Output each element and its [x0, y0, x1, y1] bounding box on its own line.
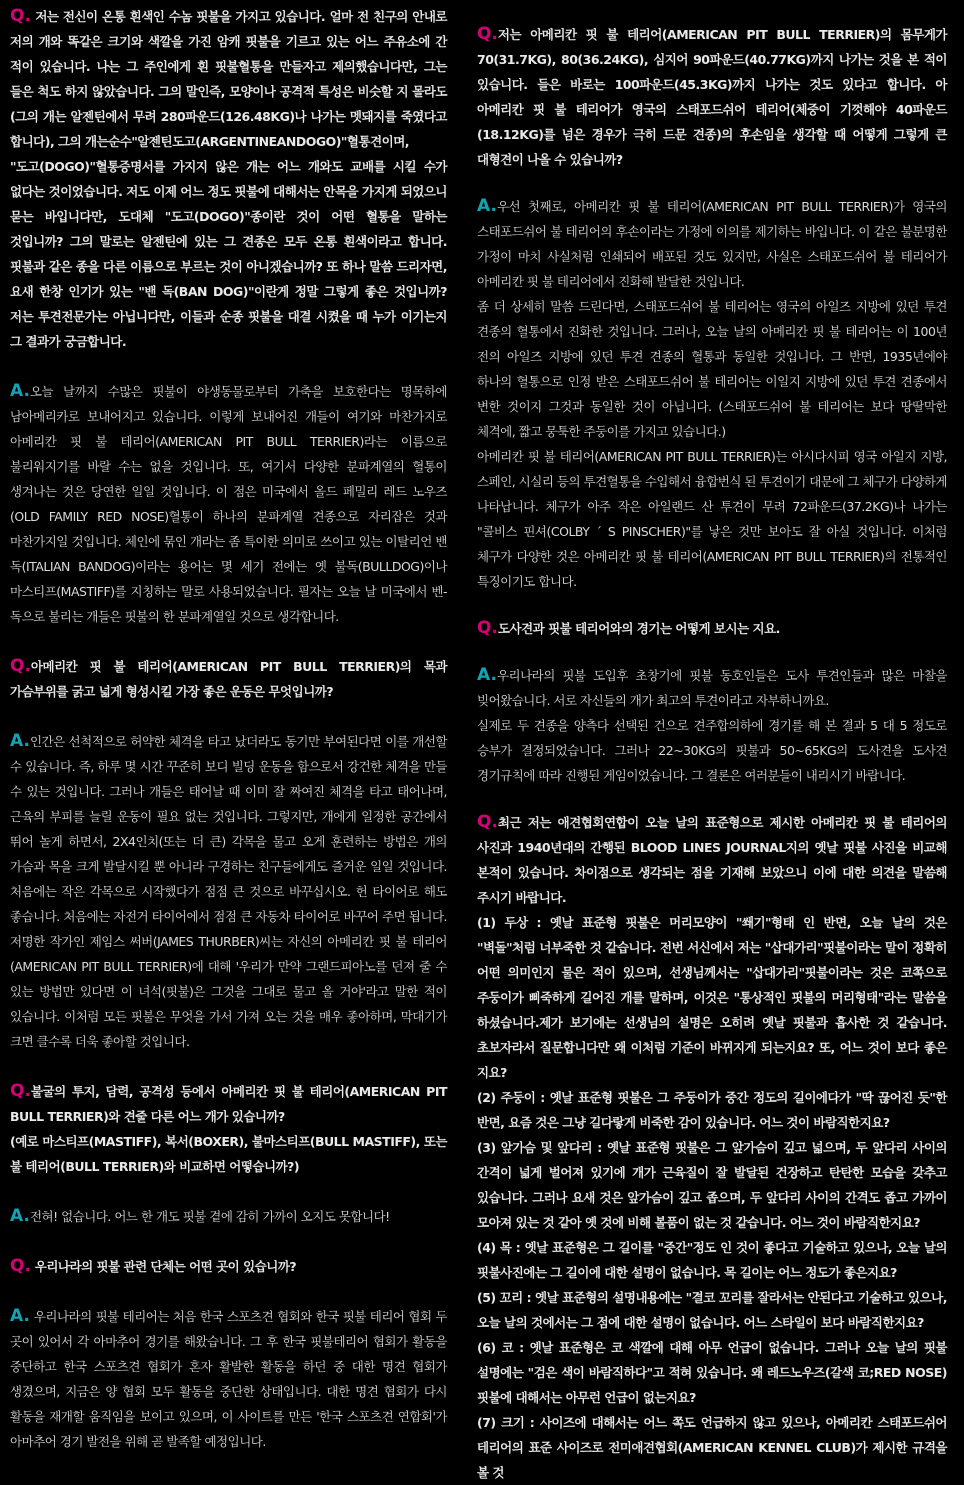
- list-item-muzzle: (2) 주둥이 : 옛날 표준형 핏불은 그 주둥이가 중간 정도의 길이에다가 "딱 끊어진 듯"한 반면, 요즘 것은 그냥 길다랗게 비죽한 감이 있습니다. 어느 것이 바람직한지요?: [477, 1090, 947, 1130]
- question-3: [10, 1079, 447, 1129]
- list-item-nose: (6) 코 : 옛날 표준형은 코 색깔에 대해 아무 언급이 없습니다. 그러나 오늘 날의 핏불 설명에는 "검은 색이 바람직하다"고 적혀 있습니다. 왜 레드노우즈(갈색 코;RED NOSE)핏불에 대해서는 아무런 언급이 없는지요?: [477, 1340, 947, 1405]
- list-item-size: (7) 크기 : 사이즈에 대해서는 어느 쪽도 언급하지 않고 있으나, 아메리칸 스태포드쉬어 테리어의 표준 사이즈로 전미애견협회(AMERICAN KENNEL CLUB)가 제시한 규격을 볼 것: [477, 1415, 947, 1480]
- answer-text: 우리나라의 핏불 도입후 초창기에 핏불 동호인들은 도사 투견인들과 많은 마찰을 빚어왔습니다. 서로 자신들의 개가 최고의 투견이라고 자부하니까요.: [477, 668, 947, 708]
- question-text: 우리나라의 핏불 관련 단체는 어떤 곳이 있습니까?: [34, 1259, 297, 1274]
- list-item-head: (1) 두상 : 옛날 표준형 핏불은 머리모양이 "쐐기"형태 인 반면, 오늘 날의 것은 "벽돌"처럼 너부죽한 것 같습니다. 전번 서신에서 저는 "삽대가리"핏불이라는 말이 정확히 어떤 의미인지 물은 적이 있으며, 선생님께서는 "삽대가리"핏불이라는 것은 코쪽으로 주둥이가 삐죽하게 길어진 개를 말하며, 이것은 "통상적인 핏불의 머리형태"라는 말씀을 하셨습니다.제가 보기에는 선생님의 설명은 오히려 옛날 핏불과 흡사한 것 같습니다. 초보자라서 질문합니다만 왜 이처럼 기준이 바뀌지게 되는지요? 또, 어느 것이 보다 좋은 지요?: [477, 915, 947, 1080]
- answer-text: 인간은 선척적으로 허약한 체격을 타고 났더라도 동기만 부여된다면 이를 개선할 수 있습니다. 즉, 하루 몇 시간 꾸준히 보디 빌딩 운동을 함으로서 강건한 체격을 만들 수 있는 것입니다. 그러나 개들은 태어날 때 이미 잘 짜여진 체격을 타고 태어나며, 근육의 부피를 늘릴 운동이 필요 없는 것입니다. 그렇지만, 개에게 일정한 공간에서 뛰어 놀게 하면서, 2X4인치(또는 더 큰) 각목을 물고 오게 훈련하는 방법은 개의 가슴과 목을 크게 발달시킬 뿐 아니라 구경하는 친구들에게도 즐거운 일일 것입니다. 처음에는 작은 각목으로 시작했다가 점점 큰 것으로 바꾸십시오. 헌 타이어로 해도 좋습니다. 처음에는 자전거 타이어에서 점점 큰 자동차 타이어로 바꾸어 주면 됩니다. 저명한 작가인 제임스 써버(JAMES THURBER)씨는 자신의 아메리칸 핏 불 테리어(AMERICAN PIT BULL TERRIER)에 대해 '우리가 만약 그랜드피아노를 던져 줄 수 있는 방법만 있다면 이 녀석(핏불)은 그것을 그대로 물고 올 거야'라고 말한 적이 있습니다. 이처럼 모든 핏불은 무엇을 가서 가져 오는 것을 매우 좋아하며, 막대기가 크면 클수록 더욱 좋아할 것입니다.: [10, 734, 447, 1049]
- answer-text: 오늘 날까지 수많은 핏불이 야생동물로부터 가축을 보호한다는 명목하에 남아메리카로 보내어지고 있습니다. 이렇게 보내어진 개들이 여기와 마찬가지로 아메리칸 핏 불 테리어(AMERICAN PIT BULL TERRIER)라는 이름으로 불리워지기를 바랄 수는 없을 것입니다. 또, 여기서 다양한 분파계열의 혈통이 생겨나는 것은 당연한 일일 것입니다. 이 점은 미국에서 올드 페밀리 레드 노우즈(OLD FAMILY RED NOSE)혈통이 하나의 분파계열 견종으로 자리잡은 것과 마찬가지일 것입니다. 체인에 묶인 개라는 좀 특이한 의미로 쓰이고 있는 이탈리언 밴 독(ITALIAN BANDOG)이라는 용어는 몇 세기 전에는 옛 불독(BULLDOG)이나 마스티프(MASTIFF)를 지칭하는 말로 사용되었습니다. 필자는 오늘 날 미국에서 벤-독으로 불리는 개들은 핏불의 한 분파계열일 것으로 생각합니다.: [10, 384, 447, 624]
- question-marker: Q.: [10, 656, 31, 676]
- question-text: 도사견과 핏불 테리어와의 경기는 어떻게 보시는 지요.: [497, 621, 780, 636]
- question-marker: Q.: [477, 24, 498, 44]
- answer-2: [10, 729, 447, 1054]
- answer-5: [477, 194, 947, 294]
- answer-5-size: 아메리칸 핏 불 테리어(AMERICAN PIT BULL TERRIER)는 아시다시피 영국 아일지 지방, 스페인, 시실리 등의 투견혈통을 수입해서 융합번식 된 투견이기 대문에 그 체구가 다양하게 나타납니다. 체구가 아주 작은 아일랜드 산 투견이 무려 72파운드(37.2KG)나 나가는 "콜비스 핀셔(COLBY ´ S PINSCHER)"를 낳은 것만 보아도 잘 아실 것입니다. 이처럼 체구가 다양한 것은 아메리칸 핏 불 테리어(AMERICAN PIT BULL TERRIER)의 전통적인 특징이기도 합니다.: [477, 449, 947, 589]
- question-1-continued: "도고(DOGO)"혈통증명서를 가지지 않은 개는 어느 개와도 교배를 시킬 수가 없다는 것이었습니다. 저도 이제 어느 정도 핏불에 대해서는 안목을 가지게 되었으니 묻는 바입니다만, 도대체 "도고(DOGO)"종이란 것이 어떤 혈통을 말하는 것입니까? 그의 말로는 알젠틴에 있는 그 견종은 모두 온통 흰색이라고 합니다. 핏불과 같은 종을 다른 이름으로 부르는 것이 아니겠습니까? 또 하나 말씀 드리자면, 요새 한창 인기가 있는 "밴 독(BAN DOG)"이란게 정말 그렇게 좋은 것입니까? 저는 투견전문가는 아닙니다만, 이들과 순종 핏불을 대결 시켰을 때 누가 이기는지 그 결과가 궁금합니다.: [10, 159, 447, 349]
- question-3-example: (예로 마스티프(MASTIFF), 복서(BOXER), 불마스티프(BULL MASTIFF), 또는 불 테리어(BULL TERRIER)와 비교하면 어떻습니까?): [10, 1134, 447, 1174]
- answer-marker: A.: [477, 665, 497, 685]
- question-text: 아메리칸 핏 불 테리어(AMERICAN PIT BULL TERRIER)의 목과 가슴부위를 굵고 넓게 형성시킬 가장 좋은 운동은 무엇입니까?: [10, 659, 447, 699]
- left-column: [10, 4, 447, 1479]
- list-item-chest: (3) 앞가슴 및 앞다리 : 옛날 표준형 핏불은 그 앞가슴이 깊고 넓으며, 두 앞다리 사이의 간격이 넓게 벌어져 있기에 개가 근육질이 잘 발달된 건장하고 탄탄한 모습을 갖추고 있습니다. 그러나 요새 것은 앞가슴이 깊고 좁으며, 두 앞다리 사이의 간격도 좁고 가까이 모아져 있는 것 같아 옛 것에 비해 볼품이 없는 것 같습니다. 어느 것이 바람직한지요?: [477, 1140, 947, 1230]
- answer-marker: A.: [10, 1306, 30, 1326]
- question-1: [10, 4, 447, 154]
- question-marker: Q.: [477, 618, 498, 638]
- answer-6: [477, 663, 947, 713]
- answer-1: [10, 379, 447, 629]
- answer-marker: A.: [10, 731, 30, 751]
- question-marker: Q.: [10, 1256, 31, 1276]
- question-text: 불굴의 투지, 담력, 공격성 등에서 아메리칸 핏 불 테리어(AMERICAN PIT BULL TERRIER)와 견줄 다른 어느 개가 있습니까?: [10, 1084, 447, 1124]
- answer-5-detail: 좀 더 상세히 말씀 드린다면, 스태포드쉬어 불 테리어는 영국의 아일즈 지방에 있던 투견 견종의 혈통에서 진화한 것입니다. 그러나, 오늘 날의 아메리칸 핏 불 테리어는 이 100년 전의 아일즈 지방에 있던 투견 견종의 혈통과 동일한 것입니다. 그 반면, 1935년에야 하나의 혈통으로 인정 받은 스태포드쉬어 불 테리어는 이일지 지방에 있던 투견 견종에서 변한 것이지 그것과 동일한 것이 아닙니다. (스태포드쉬어 불 테리어는 보다 땅딸막한 체격에, 짧고 뭉툭한 주둥이를 가지고 있습니다.): [477, 299, 947, 439]
- question-2: [10, 654, 447, 704]
- question-marker: Q.: [10, 6, 31, 26]
- answer-marker: A.: [10, 381, 30, 401]
- answer-4: [10, 1304, 447, 1454]
- question-5: [477, 22, 947, 172]
- answer-marker: A.: [477, 196, 497, 216]
- list-item-neck: (4) 목 : 옛날 표준형은 그 길이를 "중간"정도 인 것이 좋다고 기술하고 있으나, 오늘 날의 핏불사진에는 그 길이에 대한 설명이 없습니다. 목 길이는 어느 정도가 좋은지요?: [477, 1240, 947, 1280]
- right-column: [477, 4, 947, 1485]
- question-7: [477, 810, 947, 910]
- question-text: 최근 저는 애견협회연합이 오늘 날의 표준형으로 제시한 아메리칸 핏 불 테리어의 사진과 1940년대의 간행된 BLOOD LINES JOURNAL지의 옛날 핏불 사진을 비교해 본적이 있습니다. 차이점으로 생각되는 점을 기재해 보았으니 이에 대한 의견을 말씀해 주시기 바랍니다.: [477, 815, 947, 905]
- answer-3: [10, 1204, 447, 1229]
- list-item-tail: (5) 꼬리 : 옛날 표준형의 설명내용에는 "결코 꼬리를 잘라서는 안된다고 기술하고 있으나, 오늘 날의 것에서는 그 점에 대한 설명이 없습니다. 어느 스타일이 보다 바람직한지요?: [477, 1290, 947, 1330]
- answer-text: 전혀! 없습니다. 어느 한 개도 핏불 곁에 감히 가까이 오지도 못합니다!: [29, 1209, 390, 1224]
- answer-text: 우리나라의 핏불 테리어는 처음 한국 스포츠견 협회와 한국 핏불 테리어 협회 두 곳이 있어서 각 아마추어 경기를 해왔습니다. 그 후 한국 핏불테리어 협회가 활동을 중단하고 한국 스포츠견 협회가 혼자 활발한 활동을 하던 중 대한 명견 협회가 생겼으며, 지금은 양 협회 모두 활동을 중단한 상태입니다. 대한 명견 협회가 다시 활동을 재개할 움직임을 보이고 있으며, 이 사이트를 만든 '한국 스포츠견 연합회'가 아마추어 경기 발전을 위해 곧 발족할 예정입니다.: [10, 1309, 447, 1449]
- question-marker: Q.: [10, 1081, 31, 1101]
- question-4: [10, 1254, 447, 1279]
- question-marker: Q.: [477, 812, 498, 832]
- question-6: [477, 616, 947, 641]
- answer-6-result: 실제로 두 견종을 양측다 선택된 건으로 견주합의하에 경기를 해 본 결과 5 대 5 정도로 승부가 결정되었습니다. 그러나 22~30KG의 핏불과 50~65KG의 도사견을 도사견 경기규칙에 따라 진행된 게임이었습니다. 그 결론은 여러분들이 내리시기 바랍니다.: [477, 718, 947, 783]
- question-text: 저는 아메리칸 핏 불 테리어(AMERICAN PIT BULL TERRIER)의 몸무게가 70(31.7KG), 80(36.24KG), 심지어 90파운드(40.77KG)까지 나가는 것을 본 적이 있습니다. 들은 바로는 100파운드(45.3KG)까지 나가는 것도 있다고 합니다. 아 아메리칸 핏 불 테리어가 영국의 스태포드쉬어 테리어(체중이 기껏해야 40파운드(18.12KG)를 넘은 경우가 극히 드문 견종)의 후손임을 생각할 때 어떻게 그렇게 큰 대형견이 나올 수 있습니까?: [477, 27, 947, 167]
- answer-text: 우선 첫째로, 아메리칸 핏 불 테리어(AMERICAN PIT BULL TERRIER)가 영국의 스태포드쉬어 불 테리어의 후손이라는 가정에 이의를 제기하는 바입니다. 이 같은 불분명한 가정이 마치 사실처럼 인쇄되어 배포된 것도 있지만, 사실은 스태포드쉬어 불 테리어가 아메리칸 핏 불 테리어에서 진화해 발달한 것입니다.: [477, 199, 947, 289]
- answer-marker: A.: [10, 1206, 30, 1226]
- question-text: 저는 전신이 온통 흰색인 수놈 핏불을 가지고 있습니다. 얼마 전 친구의 안내로 저의 개와 똑같은 크기와 색깔을 가진 암캐 핏불을 기르고 있는 어느 주유소에 간 적이 있습니다. 나는 그 주인에게 흰 핏불혈통을 만들자고 제의했습니다만, 그는 들은 척도 하지 않았습니다. 그의 말인즉, 모양이나 공격적 특성은 비슷할 지 몰라도(그의 개는 알젠틴에서 무려 280파운드(126.48KG)나 나가는 멧돼지를 죽였다고 합니다), 그의 개는순수"알젠틴도고(ARGENTINEANDOGO)"혈통견이며,: [10, 9, 447, 149]
